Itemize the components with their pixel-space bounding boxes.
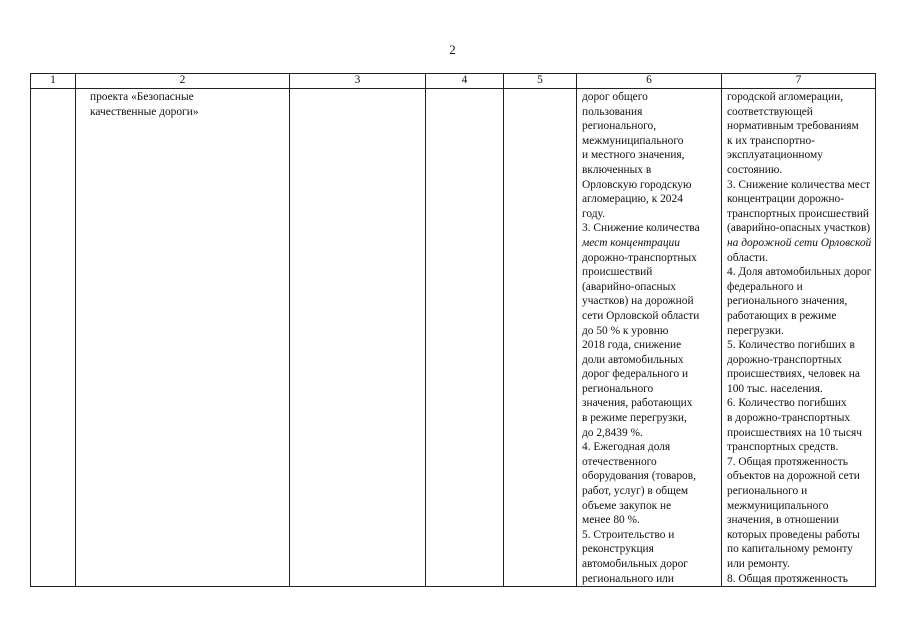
header-col-2: 2	[76, 74, 290, 89]
cell-col-7	[722, 89, 876, 587]
cell-col-1	[31, 89, 76, 587]
indicators-text-part-1: городской агломерации, соответствующей нормативным требованиям к их транспортно- эксплуатационному состоянию. 3. Снижение количества мест концентрации дорожно- транспортных происшествий (аварийно-опасных участков)	[727, 91, 871, 235]
cell-col-4-text	[428, 89, 501, 90]
cell-col-3	[290, 89, 426, 587]
cell-col-1-text	[33, 89, 73, 90]
header-col-7: 7	[722, 74, 876, 89]
cell-col-6	[577, 89, 722, 587]
targets-text-part-2: дорожно-транспортных происшествий (аварийно-опасных участков) на дорожной сети Орловской области до 50 % к уровню 2018 года, снижение доли автомобильных дорог федерального и регионального значения, работающих в режиме перегрузки, до 2,8439 %. 4. Ежегодная доля отечественного оборудования (товаров, работ, услуг) в общем объеме закупок не менее 80 %. 5. Строительство и реконструкция автомобильных дорог регионального или	[582, 251, 700, 585]
header-col-1: 1	[31, 74, 76, 89]
header-col-5: 5	[504, 74, 577, 89]
cell-col-4	[426, 89, 504, 587]
cell-col-5-text	[506, 89, 574, 90]
header-col-6: 6	[577, 74, 722, 89]
indicators-text-part-2: области. 4. Доля автомобильных дорог федерального и регионального значения, работающих в режиме перегрузки. 5. Количество погибших в дорожно-транспортных происшествиях, человек на 100 тыс. населения. 6. Количество погибших в дорожно-транспортных происшествиях на 10 тысяч транспортных средств. 7. Общая протяженность объектов на дорожной сети регионального и межмуниципального значения, в отношении которых проведены работы по капитальному ремонту или ремонту. 8. Общая протяженность	[727, 251, 872, 585]
table-row	[31, 89, 876, 587]
header-col-4: 4	[426, 74, 504, 89]
indicators-text-italic: на дорожной сети Орловской	[727, 236, 872, 249]
cell-col-5	[504, 89, 577, 587]
header-col-3: 3	[290, 74, 426, 89]
project-name-text: проекта «Безопасные качественные дороги»	[90, 91, 199, 118]
cell-col-2	[76, 89, 290, 587]
targets-text	[579, 89, 719, 586]
targets-text-part-1: дорог общего пользования регионального, межмуниципального и местного значения, включенных в Орловскую городскую агломерацию, к 2024 году. 3. Снижение количества	[582, 91, 700, 235]
page-number: 2	[449, 42, 456, 57]
document-table	[30, 73, 876, 587]
indicators-text	[724, 89, 873, 586]
cell-col-3-text	[292, 89, 423, 90]
header-row	[31, 74, 876, 89]
targets-text-italic: мест концентрации	[582, 236, 680, 249]
